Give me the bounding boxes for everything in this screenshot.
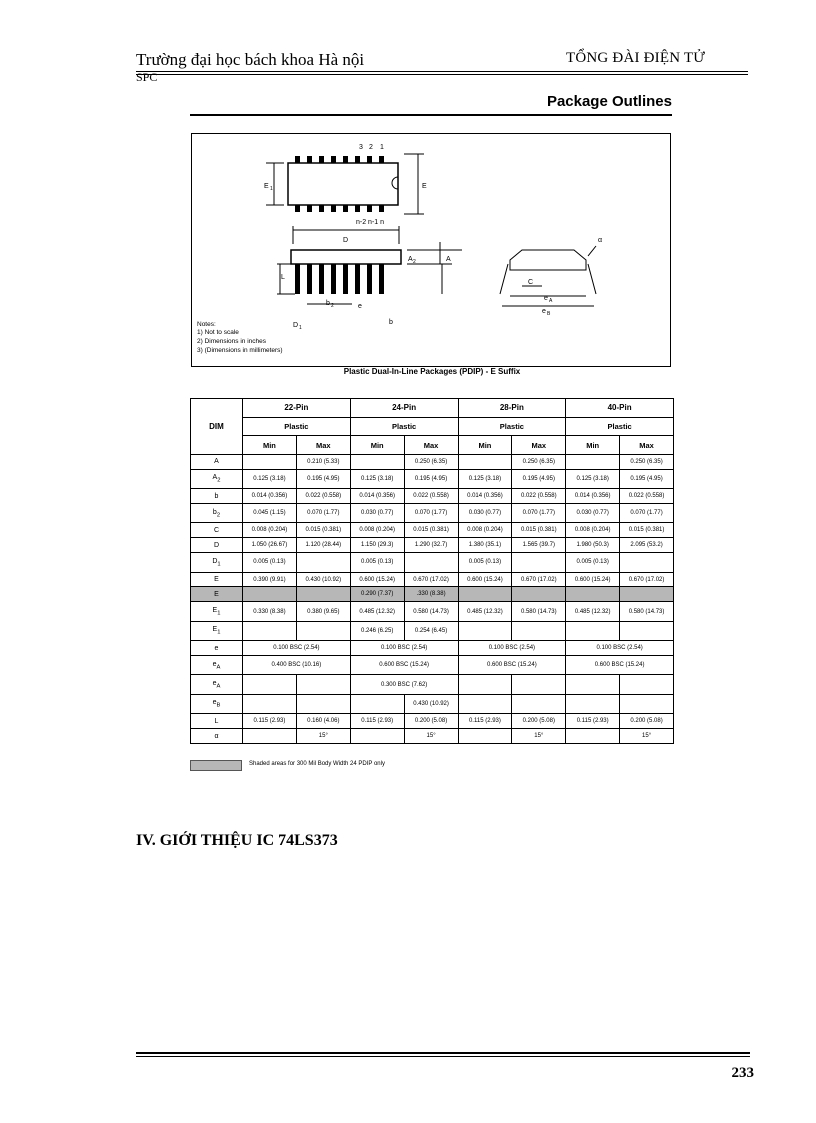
value-cell: 0.195 (4.95) (404, 469, 458, 488)
material-header: Plastic (566, 417, 674, 436)
dim-label-b2-sub: 2 (331, 303, 334, 309)
value-span-cell: 0.100 BSC (2.54) (566, 641, 674, 656)
value-cell (566, 675, 620, 694)
value-cell (566, 621, 620, 640)
dim-label-a: A (446, 256, 451, 263)
pin-group-header: 22-Pin (243, 399, 351, 418)
dim-label-e-pitch: e (358, 303, 362, 310)
value-cell (512, 621, 566, 640)
header-course: TỔNG ĐÀI ĐIỆN TỬ (566, 50, 706, 66)
value-cell: 0.600 (15.24) (350, 572, 404, 587)
pin-label-2: 2 (369, 144, 373, 151)
dim-cell: $e_A$ (191, 675, 243, 694)
value-cell: 0.005 (0.13) (350, 553, 404, 572)
value-cell (296, 675, 350, 694)
value-cell: 0.008 (0.204) (243, 523, 297, 538)
dim-label-ea-sub: A (549, 298, 553, 304)
value-cell: 0.670 (17.02) (512, 572, 566, 587)
value-cell: 0.008 (0.204) (350, 523, 404, 538)
value-cell: 0.022 (0.558) (620, 489, 674, 504)
value-span-cell: 0.600 BSC (15.24) (458, 656, 566, 675)
value-cell (243, 675, 297, 694)
value-cell: 0.045 (1.15) (243, 504, 297, 523)
value-cell (458, 729, 512, 744)
dim-label-c: C (528, 279, 534, 286)
table-row (191, 641, 674, 656)
value-cell: 0.030 (0.77) (458, 504, 512, 523)
value-cell: 0.030 (0.77) (350, 504, 404, 523)
value-cell (243, 729, 297, 744)
value-cell: 1.050 (26.67) (243, 538, 297, 553)
value-cell: 0.008 (0.204) (458, 523, 512, 538)
value-cell: 0.005 (0.13) (458, 553, 512, 572)
dim-cell: E (191, 587, 243, 602)
value-cell (512, 675, 566, 694)
note-1: 1) Not to scale (197, 329, 239, 336)
dimension-table (190, 398, 674, 744)
value-cell: 0.014 (0.356) (458, 489, 512, 504)
max-header: Max (296, 436, 350, 455)
value-span-cell: 0.100 BSC (2.54) (243, 641, 351, 656)
min-header: Min (458, 436, 512, 455)
table-row (191, 621, 674, 640)
value-cell: 0.195 (4.95) (620, 469, 674, 488)
value-cell: 0.200 (5.08) (512, 714, 566, 729)
figure-caption: Plastic Dual-In-Line Packages (PDIP) - E Suffix (343, 367, 521, 376)
dim-cell: L (191, 714, 243, 729)
dim-cell: A (191, 454, 243, 469)
value-span-cell: 0.600 BSC (15.24) (350, 656, 458, 675)
value-cell (566, 587, 620, 602)
value-cell: 1.290 (32.7) (404, 538, 458, 553)
max-header: Max (620, 436, 674, 455)
value-cell: 0.125 (3.18) (566, 469, 620, 488)
value-cell: 0.070 (1.77) (512, 504, 566, 523)
dim-label-b2: b (326, 300, 330, 307)
value-cell: 0.670 (17.02) (404, 572, 458, 587)
page-number: 233 (731, 1065, 754, 1081)
value-cell (296, 587, 350, 602)
table-row (191, 469, 674, 488)
value-cell: 0.580 (14.73) (620, 602, 674, 621)
material-header: Plastic (458, 417, 566, 436)
value-cell: 0.125 (3.18) (458, 469, 512, 488)
value-span-cell: 0.100 BSC (2.54) (458, 641, 566, 656)
max-header: Max (404, 436, 458, 455)
pin-group-header: 40-Pin (566, 399, 674, 418)
dim-label-d: D (343, 237, 349, 244)
value-cell: 15° (296, 729, 350, 744)
pin-label-bottom: n-2 n-1 n (356, 219, 385, 226)
value-cell: 0.430 (10.92) (404, 694, 458, 713)
value-cell (458, 675, 512, 694)
value-cell (296, 621, 350, 640)
table-row (191, 572, 674, 587)
value-cell: 0.014 (0.356) (566, 489, 620, 504)
material-header: Plastic (350, 417, 458, 436)
value-cell: 0.014 (0.356) (243, 489, 297, 504)
value-cell (566, 694, 620, 713)
value-cell (620, 621, 674, 640)
value-cell (512, 553, 566, 572)
value-cell: 0.485 (12.32) (566, 602, 620, 621)
table-row (191, 587, 674, 602)
value-cell (350, 694, 404, 713)
value-cell: 0.160 (4.06) (296, 714, 350, 729)
value-cell: 0.485 (12.32) (350, 602, 404, 621)
table-row (191, 553, 674, 572)
value-cell (243, 587, 297, 602)
value-cell (243, 694, 297, 713)
value-cell: 0.070 (1.77) (404, 504, 458, 523)
legend-text: Shaded areas for 300 Mil Body Width 24 PDIP only (249, 761, 385, 767)
value-cell (243, 621, 297, 640)
table-minmax-row (191, 436, 674, 455)
value-cell: 0.115 (2.93) (566, 714, 620, 729)
value-cell (243, 454, 297, 469)
value-cell: 0.300 BSC (7.62) (350, 675, 458, 694)
dim-label-alpha: α (598, 237, 603, 244)
min-header: Min (350, 436, 404, 455)
dim-label-a2: A (408, 256, 413, 263)
min-header: Min (566, 436, 620, 455)
value-cell: 0.195 (4.95) (296, 469, 350, 488)
value-cell: 0.390 (9.91) (243, 572, 297, 587)
value-cell (350, 729, 404, 744)
value-cell (620, 587, 674, 602)
section-title: Package Outlines (546, 93, 672, 110)
table-row (191, 523, 674, 538)
table-row (191, 602, 674, 621)
value-cell: 0.250 (6.35) (620, 454, 674, 469)
package-drawing (191, 133, 671, 367)
dim-label-e1-sub: 1 (270, 186, 273, 192)
value-cell: 0.022 (0.558) (296, 489, 350, 504)
dim-label-b: b (389, 319, 393, 326)
footer-rule-2 (136, 1056, 750, 1057)
value-cell: 0.600 (15.24) (458, 572, 512, 587)
dim-label-e: E (422, 183, 427, 190)
value-cell (458, 694, 512, 713)
value-cell: 0.600 (15.24) (566, 572, 620, 587)
value-cell: 0.005 (0.13) (243, 553, 297, 572)
pin-label-1: 1 (380, 144, 384, 151)
value-cell: 1.380 (35.1) (458, 538, 512, 553)
dim-cell: $A_2$ (191, 469, 243, 488)
value-cell: 0.380 (9.65) (296, 602, 350, 621)
header-rule (136, 71, 748, 72)
pin-group-header: 24-Pin (350, 399, 458, 418)
value-cell: 0.015 (0.381) (404, 523, 458, 538)
value-cell: 0.195 (4.95) (512, 469, 566, 488)
pin-group-header: 28-Pin (458, 399, 566, 418)
value-cell: 0.580 (14.73) (512, 602, 566, 621)
table-row (191, 656, 674, 675)
value-cell: 0.005 (0.13) (566, 553, 620, 572)
pin-label-3: 3 (359, 144, 363, 151)
dim-cell: E (191, 572, 243, 587)
dim-cell: C (191, 523, 243, 538)
value-cell (458, 621, 512, 640)
value-cell: 0.250 (6.35) (404, 454, 458, 469)
dim-cell: $b_2$ (191, 504, 243, 523)
dim-cell: e (191, 641, 243, 656)
section-heading: IV. GIỚI THIỆU IC 74LS373 (136, 832, 338, 849)
value-cell (566, 729, 620, 744)
value-cell (620, 675, 674, 694)
dim-cell: $e_A$ (191, 656, 243, 675)
dim-label-d1: D (293, 322, 299, 329)
value-cell: 0.430 (10.92) (296, 572, 350, 587)
max-header: Max (512, 436, 566, 455)
value-cell: 0.115 (2.93) (350, 714, 404, 729)
table-row (191, 714, 674, 729)
header-sub: SPC (136, 70, 158, 84)
table-row (191, 675, 674, 694)
value-cell: 0.115 (2.93) (243, 714, 297, 729)
table-row (191, 504, 674, 523)
value-cell: 0.246 (6.25) (350, 621, 404, 640)
min-header: Min (243, 436, 297, 455)
value-cell: 1.565 (39.7) (512, 538, 566, 553)
value-cell: 15° (404, 729, 458, 744)
value-cell: 0.210 (5.33) (296, 454, 350, 469)
dim-label-e1: E (264, 183, 269, 190)
value-cell: 15° (512, 729, 566, 744)
value-span-cell: 0.100 BSC (2.54) (350, 641, 458, 656)
value-cell (620, 553, 674, 572)
value-cell: 2.095 (53.2) (620, 538, 674, 553)
note-3: 3) (Dimensions in millimeters) (197, 347, 283, 354)
value-cell: 0.580 (14.73) (404, 602, 458, 621)
value-cell (512, 587, 566, 602)
table-row (191, 729, 674, 744)
table-row (191, 489, 674, 504)
value-cell (458, 454, 512, 469)
value-cell: 15° (620, 729, 674, 744)
value-cell: 0.125 (3.18) (350, 469, 404, 488)
value-cell (350, 454, 404, 469)
value-cell: 0.015 (0.381) (512, 523, 566, 538)
value-cell: 0.670 (17.02) (620, 572, 674, 587)
value-cell: 1.980 (50.3) (566, 538, 620, 553)
table-row (191, 694, 674, 713)
dim-cell: α (191, 729, 243, 744)
header-rule-2 (136, 74, 748, 75)
section-rule (190, 114, 672, 116)
value-cell: 0.030 (0.77) (566, 504, 620, 523)
dim-cell: $E_1$ (191, 621, 243, 640)
value-cell: 0.008 (0.204) (566, 523, 620, 538)
dim-cell: $E_1$ (191, 602, 243, 621)
table-header-row (191, 399, 674, 418)
value-cell (296, 694, 350, 713)
dim-header: DIM (191, 399, 243, 455)
value-cell: 0.070 (1.77) (620, 504, 674, 523)
dim-label-l: L (281, 274, 285, 281)
value-cell: 0.015 (0.381) (296, 523, 350, 538)
value-cell (512, 694, 566, 713)
value-cell (620, 694, 674, 713)
value-cell: 0.070 (1.77) (296, 504, 350, 523)
dim-label-d1-sub: 1 (299, 325, 302, 331)
dim-label-eb: e (542, 308, 546, 315)
dim-label-eb-sub: B (547, 311, 551, 317)
value-cell: 0.200 (5.08) (620, 714, 674, 729)
note-2: 2) Dimensions in inches (197, 338, 267, 345)
value-cell: 0.485 (12.32) (458, 602, 512, 621)
value-cell (296, 553, 350, 572)
value-cell: 0.250 (6.35) (512, 454, 566, 469)
value-span-cell: 0.600 BSC (15.24) (566, 656, 674, 675)
dim-cell: D (191, 538, 243, 553)
dim-label-ea: e (544, 295, 548, 302)
value-span-cell: 0.400 BSC (10.16) (243, 656, 351, 675)
pdip-outline-svg (192, 134, 670, 366)
value-cell: 1.120 (28.44) (296, 538, 350, 553)
material-header: Plastic (243, 417, 351, 436)
dim-cell: $D_1$ (191, 553, 243, 572)
table-row (191, 454, 674, 469)
value-cell: 0.022 (0.558) (512, 489, 566, 504)
dim-label-a2-sub: 2 (413, 259, 416, 265)
legend-swatch (190, 760, 242, 771)
value-cell: 0.115 (2.93) (458, 714, 512, 729)
value-cell (404, 553, 458, 572)
note-title: Notes: (197, 321, 216, 328)
table-row (191, 538, 674, 553)
value-cell: 1.150 (29.3) (350, 538, 404, 553)
table-material-row (191, 417, 674, 436)
dim-cell: b (191, 489, 243, 504)
value-cell: 0.022 (0.558) (404, 489, 458, 504)
value-cell: 0.125 (3.18) (243, 469, 297, 488)
value-cell (458, 587, 512, 602)
dim-cell: $e_B$ (191, 694, 243, 713)
footer-rule (136, 1052, 750, 1054)
header-school: Trường đại học bách khoa Hà nội (136, 50, 365, 69)
value-cell: .330 (8.38) (404, 587, 458, 602)
value-cell: 0.200 (5.08) (404, 714, 458, 729)
value-cell: 0.254 (6.45) (404, 621, 458, 640)
value-cell: 0.330 (8.38) (243, 602, 297, 621)
value-cell (566, 454, 620, 469)
value-cell: 0.015 (0.381) (620, 523, 674, 538)
value-cell: 0.290 (7.37) (350, 587, 404, 602)
value-cell: 0.014 (0.356) (350, 489, 404, 504)
